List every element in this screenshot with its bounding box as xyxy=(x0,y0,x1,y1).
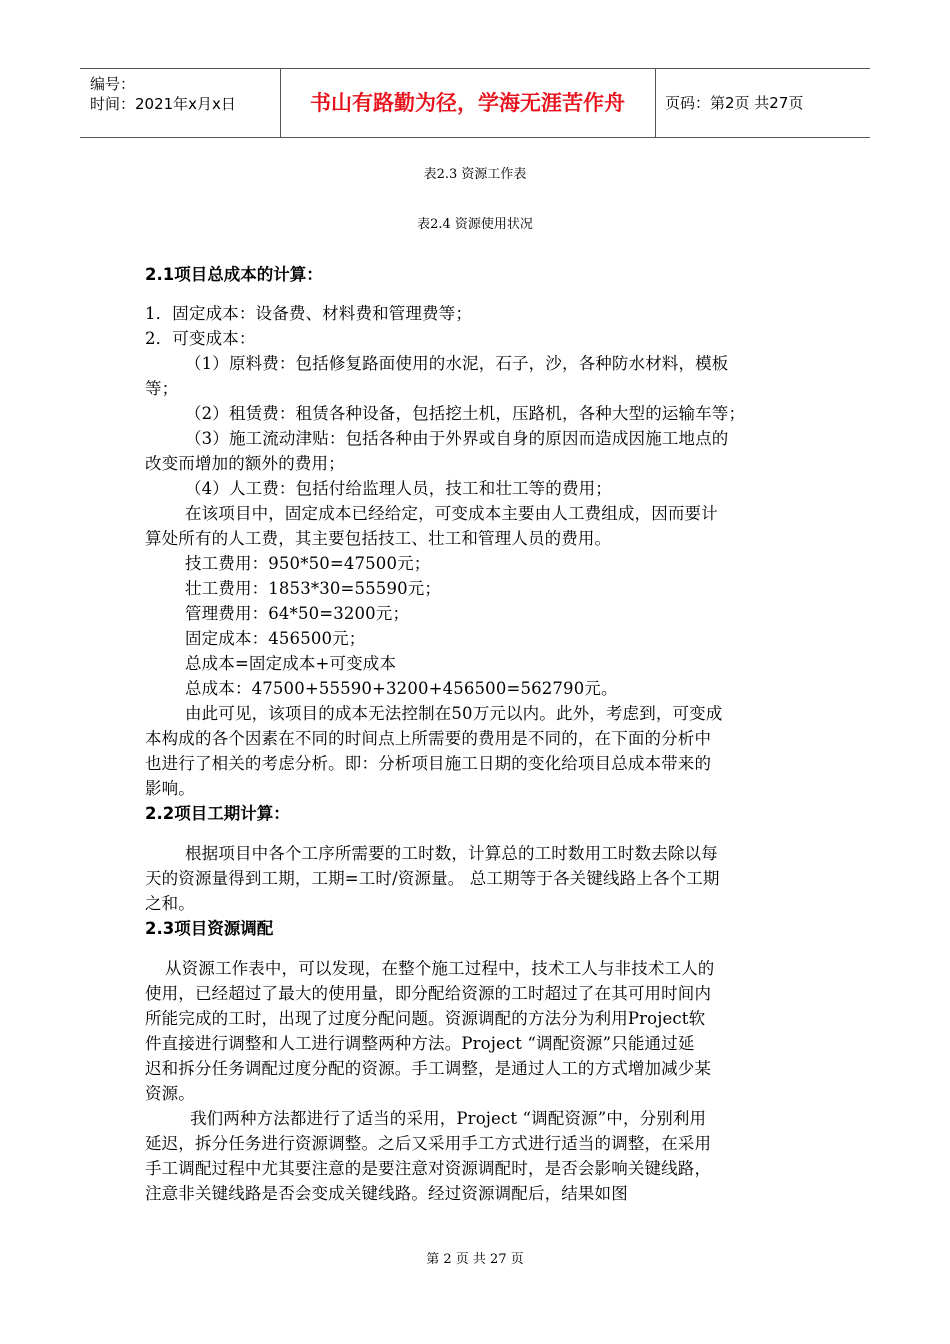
paragraph-line: 从资源工作表中，可以发现，在整个施工过程中，技术工人与非技术工人的 xyxy=(165,959,715,978)
paragraph-line: （2）租赁费：租赁各种设备，包括挖土机，压路机，各种大型的运输车等； xyxy=(185,404,746,423)
paragraph-line: 手工调配过程中尤其要注意的是要注意对资源调配时，是否会影响关键线路， xyxy=(145,1159,712,1178)
section-heading: 2.3项目资源调配 xyxy=(145,919,274,938)
paragraph-line: （4）人工费：包括付给监理人员，技工和壮工等的费用； xyxy=(185,479,612,498)
paragraph-line: 等； xyxy=(145,379,179,398)
paragraph-line: 根据项目中各个工序所需要的工时数，计算总的工时数用工时数去除以每 xyxy=(185,844,718,863)
paragraph-line: 之和。 xyxy=(145,894,195,913)
paragraph-line: （3）施工流动津贴：包括各种由于外界或自身的原因而造成因施工地点的 xyxy=(185,429,729,448)
paragraph-line: 改变而增加的额外的费用； xyxy=(145,454,345,473)
paragraph-line: 本构成的各个因素在不同的时间点上所需要的费用是不同的，在下面的分析中 xyxy=(145,729,712,748)
paragraph-line: （1）原料费：包括修复路面使用的水泥，石子，沙，各种防水材料，模板 xyxy=(185,354,729,373)
paragraph-line: 所能完成的工时，出现了过度分配问题。资源调配的方法分为利用Project软 xyxy=(145,1009,706,1028)
paragraph-line: 迟和拆分任务调配过度分配的资源。手工调整，是通过人工的方式增加减少某 xyxy=(145,1059,712,1078)
page-info: 页码：第2页 共27页 xyxy=(665,94,804,112)
paragraph-line: 在该项目中，固定成本已经给定，可变成本主要由人工费组成，因而要计 xyxy=(185,504,718,523)
paragraph-line: 延迟，拆分任务进行资源调整。之后又采用手工方式进行适当的调整，在采用 xyxy=(145,1134,712,1153)
paragraph-line: 件直接进行调整和人工进行调整两种方法。Project “调配资源”只能通过延 xyxy=(145,1034,695,1053)
paragraph-line: 注意非关键线路是否会变成关键线路。经过资源调配后，结果如图 xyxy=(145,1184,628,1203)
time-label: 时间：2021年x月x日 xyxy=(90,95,236,113)
paragraph-line: 由此可见，该项目的成本无法控制在50万元以内。此外，考虑到，可变成 xyxy=(185,704,723,723)
paragraph-line: 1．固定成本：设备费、材料费和管理费等； xyxy=(145,304,472,323)
table-caption: 表2.4 资源使用状况 xyxy=(417,217,533,232)
section-heading: 2.2项目工期计算： xyxy=(145,804,290,823)
paragraph-line: 天的资源量得到工期，工期=工时/资源量。 总工期等于各关键线路上各个工期 xyxy=(145,869,720,888)
paragraph-line: 算处所有的人工费，其主要包括技工、壮工和管理人员的费用。 xyxy=(145,529,612,548)
table-caption: 表2.3 资源工作表 xyxy=(423,167,527,182)
page-footer: 第 2 页 共 27 页 xyxy=(426,1252,524,1267)
paragraph-line: 壮工费用：1853*30=55590元； xyxy=(185,579,442,598)
header-meta-cell xyxy=(80,69,281,137)
paragraph-line: 总成本=固定成本+可变成本 xyxy=(185,654,397,673)
paragraph-line: 我们两种方法都进行了适当的采用，Project “调配资源”中，分别利用 xyxy=(190,1109,707,1128)
paragraph-line: 使用，已经超过了最大的使用量，即分配给资源的工时超过了在其可用时间内 xyxy=(145,984,712,1003)
section-heading: 2.1项目总成本的计算： xyxy=(145,265,323,284)
paragraph-line: 资源。 xyxy=(145,1084,195,1103)
paragraph-line: 管理费用：64*50=3200元； xyxy=(185,604,410,623)
paragraph-line: 也进行了相关的考虑分析。即：分析项目施工日期的变化给项目总成本带来的 xyxy=(145,754,712,773)
paragraph-line: 固定成本：456500元； xyxy=(185,629,366,648)
paragraph-line: 总成本：47500+55590+3200+456500=562790元。 xyxy=(185,679,618,698)
motto: 书山有路勤为径，学海无涯苦作舟 xyxy=(280,69,656,137)
paragraph-line: 2．可变成本： xyxy=(145,329,256,348)
number-label: 编号： xyxy=(90,75,136,93)
paragraph-line: 影响。 xyxy=(145,779,195,798)
paragraph-line: 技工费用：950*50=47500元； xyxy=(185,554,431,573)
page-header xyxy=(80,68,870,138)
